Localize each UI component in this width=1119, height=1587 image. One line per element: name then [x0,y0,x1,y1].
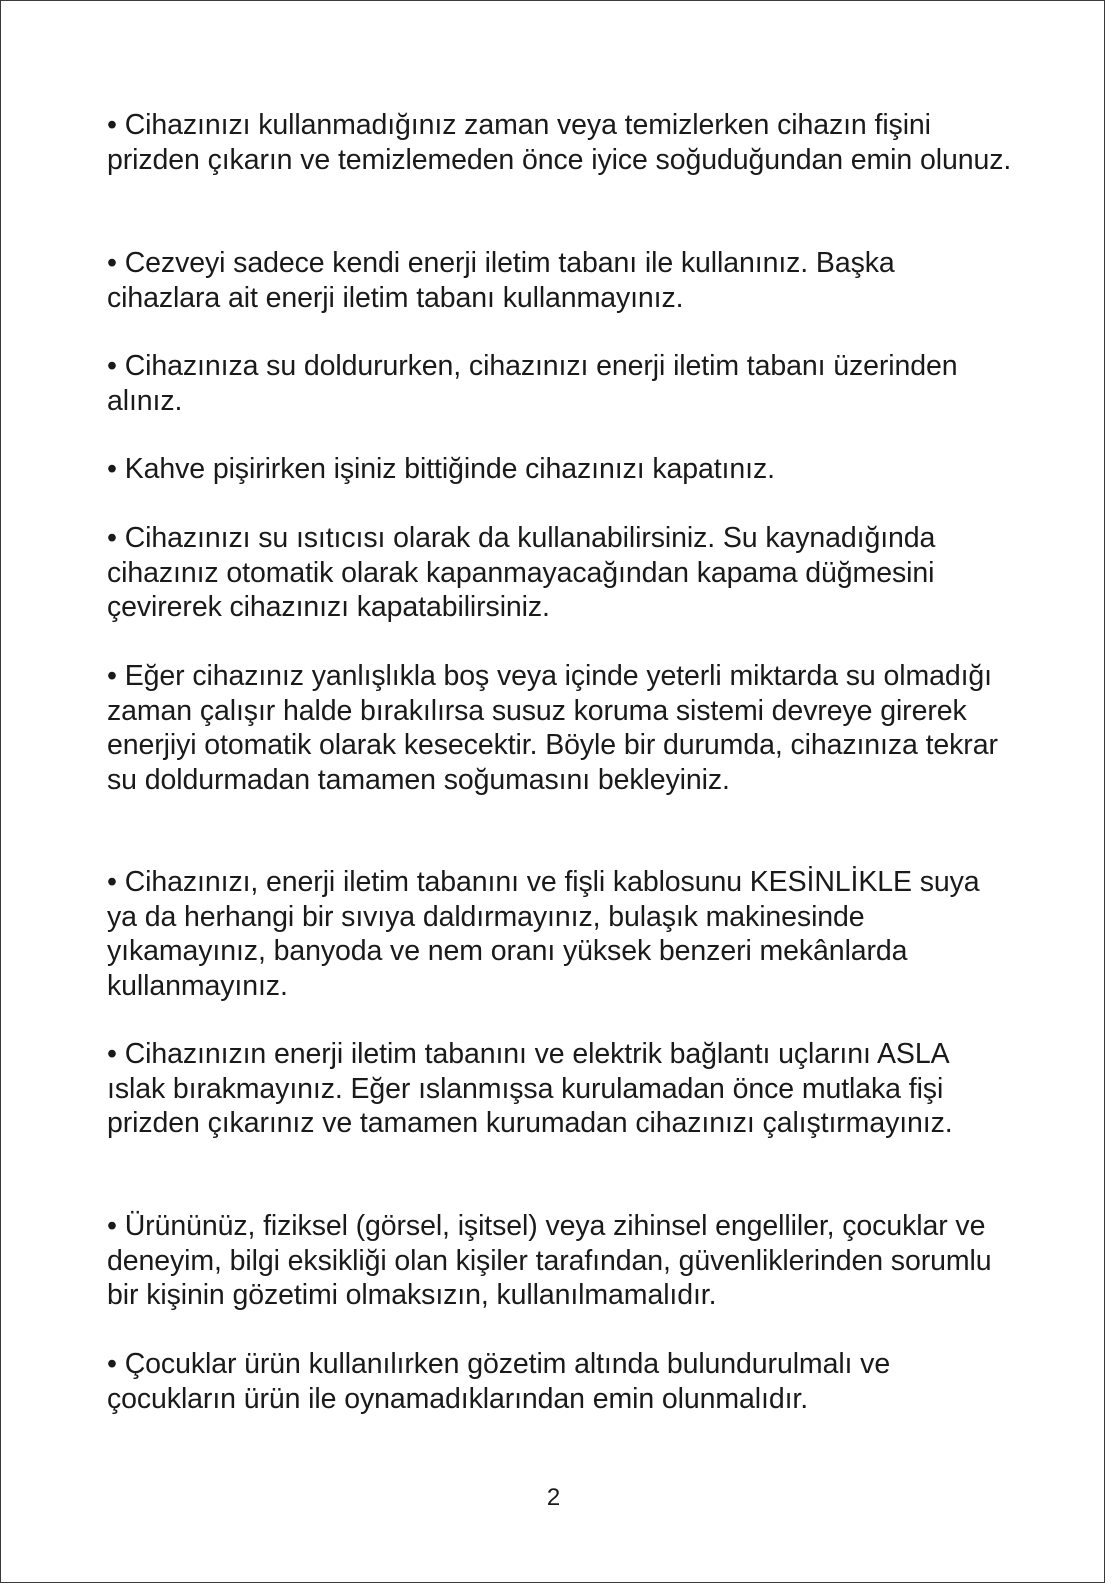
safety-paragraph-turn-off-after-use: • Kahve pişirirken işiniz bittiğinde cihazınızı kapatınız. [107,453,775,485]
safety-paragraph-keep-base-dry: • Cihazınızın enerji iletim tabanını ve elektrik bağlantı uçlarını ASLA ıslak bırakmayınız. Eğer ıslanmışsa kurulamadan önce mutlaka fişi prizden çıkarınız ve tamamen kurumadan cihazınızı çalıştırmayınız. [107,1038,953,1139]
safety-paragraph-children: • Çocuklar ürün kullanılırken gözetim altında bulundurulmalı ve çocukların ürün ile oynamadıklarından emin olunmalıdır. [107,1348,891,1415]
safety-paragraph-do-not-immerse: • Cihazınızı, enerji iletim tabanını ve fişli kablosunu KESİNLİKLE suya ya da herhangi bir sıvıya daldırmayınız, bulaşık makinesinde yıkamayınız, banyoda ve nem oranı yüksek benzeri mekânlarda kullanmayınız. [107,866,980,1002]
safety-paragraph-use-own-base: • Cezveyi sadece kendi enerji iletim tabanı ile kullanınız. Başka cihazlara ait enerji iletim tabanı kullanmayınız. [107,247,895,314]
safety-paragraph-use-as-kettle: • Cihazınızı su ısıtıcısı olarak da kullanabilirsiniz. Su kaynadığında cihazınız otomatik olarak kapanmayacağından kapama düğmesini çevirerek cihazınızı kapatabilirsiniz. [107,522,936,623]
safety-paragraph-unplug-when-cleaning: • Cihazınızı kullanmadığınız zaman veya temizlerken cihazın fişini prizden çıkarın ve temizlemeden önce iyice soğuduğundan emin olunuz. [107,109,1012,176]
page-number: 2 [546,1484,561,1511]
safety-paragraph-dry-boil-protection: • Eğer cihazınız yanlışlıkla boş veya içinde yeterli miktarda su olmadığı zaman çalışır halde bırakılırsa susuz koruma sistemi devreye girerek enerjiyi otomatik olarak kesecektir. Böyle bir durumda, cihazınıza tekrar su doldurmadan tamamen soğumasını bekleyiniz. [107,660,998,796]
safety-paragraph-remove-from-base-when-filling: • Cihazınıza su doldururken, cihazınızı enerji iletim tabanı üzerinden alınız. [107,350,958,417]
safety-paragraph-supervision-required: • Ürününüz, fiziksel (görsel, işitsel) veya zihinsel engelliler, çocuklar ve deneyim, bilgi eksikliği olan kişiler tarafından, güvenliklerinden sorumlu bir kişinin gözetimi olmaksızın, kullanılmamalıdır. [107,1210,992,1311]
